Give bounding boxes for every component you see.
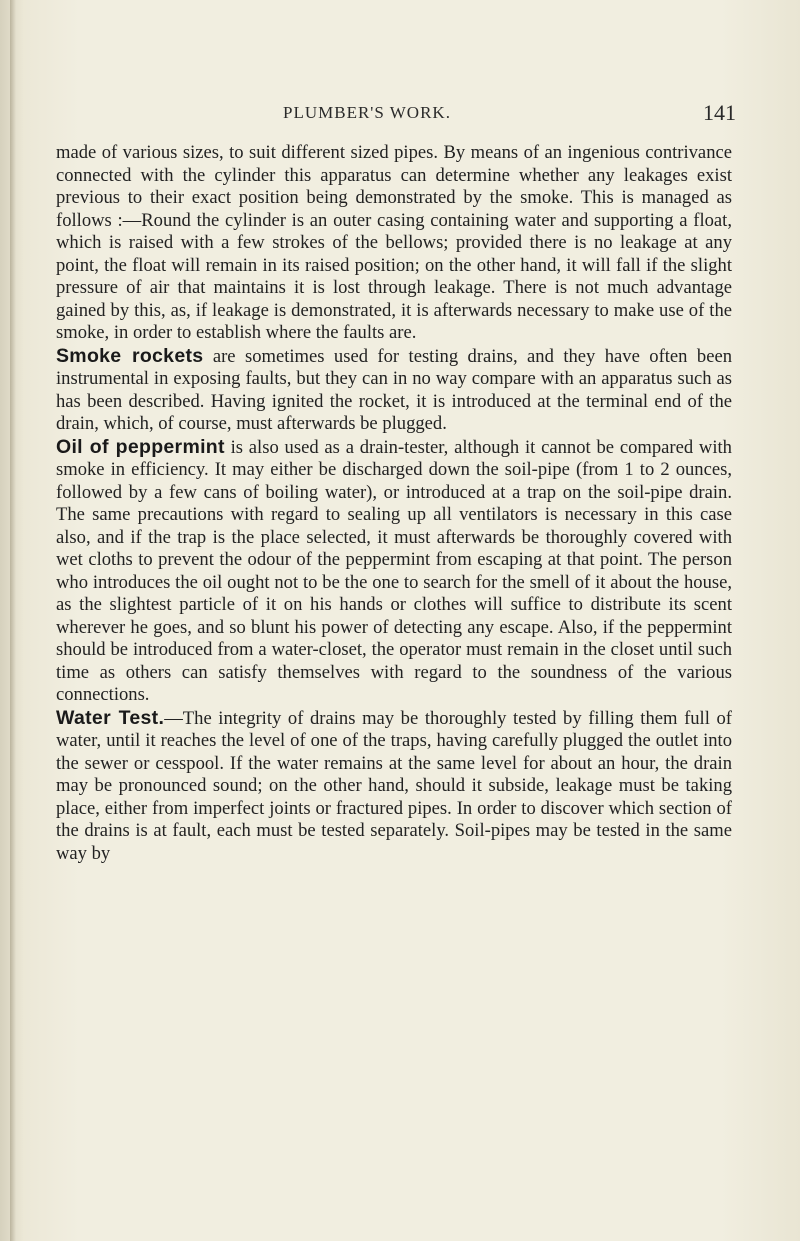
paragraph-water-test: [56, 707, 732, 866]
paragraph-text: is also used as a drain-tester, although it cannot be compared with smoke in efficiency. It may either be discharged down the soil-pipe (from 1 to 2 ounces, followed by a few cans of boiling water), or introduced at a trap on the soil-pipe drain. The same precautions with regard to sealing up all ventilators is necessary in this case also, and if the trap is the place selected, it must afterwards be thoroughly covered with wet cloths to prevent the odour of the peppermint from escaping at that point. The person who introduces the oil ought not to be the one to search for the smell of it about the house, as the slightest particle of it on his hands or clothes will suffice to distribute its scent wherever he goes, and so blunt his power of detecting any escape. Also, if the peppermint should be introduced from a water-closet, the operator must remain in the closet until such time as others can satisfy themselves with regard to the soundness of the various connections.: [56, 436, 732, 705]
paragraph-smoke-apparatus: [56, 142, 732, 345]
body-text: [56, 142, 732, 865]
side-heading: Oil of peppermint: [56, 435, 225, 458]
side-heading: Water Test.: [56, 706, 165, 729]
paragraph-text: made of various sizes, to suit different sized pipes. By means of an ingenious contrivance connected with the cylinder this apparatus can determine whether any leakages exist previous to their exact position being demonstrated by the smoke. This is managed as follows :—Round the cylinder is an outer casing containing water and supporting a float, which is raised with a few strokes of the bellows; provided there is no leakage at any point, the float will remain in its raised position; on the other hand, it will fall if the slight pressure of air that maintains it is lost through leakage. There is not much advantage gained by this, as, if leakage is demonstrated, it is afterwards necessary to make use of the smoke, in order to establish where the faults are.: [56, 142, 732, 343]
paragraph-oil-of-peppermint: [56, 436, 732, 707]
side-heading: Smoke rockets: [56, 344, 204, 367]
page-number: 141: [703, 100, 736, 125]
running-head: PLUMBER'S WORK.: [283, 103, 451, 122]
paragraph-smoke-rockets: [56, 345, 732, 436]
paragraph-text: —The integrity of drains may be thoroughly tested by filling them full of water, until it reaches the level of one of the traps, having carefully plugged the outlet into the sewer or cesspool. If the water remains at the same level for about an hour, the drain may be pronounced sound; on the other hand, should it subside, leakage must be taking place, either from imperfect joints or fractured pipes. In order to discover which section of the drains is at fault, each must be tested separately. Soil-pipes may be tested in the same way by: [56, 707, 732, 864]
paragraph-text: are sometimes used for testing drains, and they have often been instrumental in exposing faults, but they can in no way compare with an apparatus such as has been described. Having ignited the rocket, it is introduced at the terminal end of the drain, which, of course, must afterwards be plugged.: [56, 345, 733, 434]
